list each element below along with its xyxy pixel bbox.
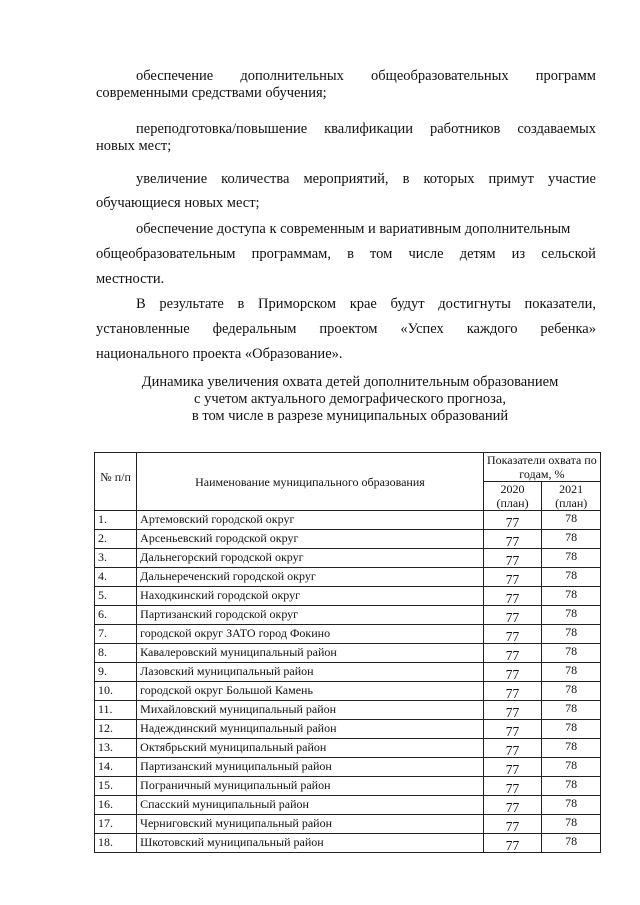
value-2020 xyxy=(483,720,542,739)
table-row xyxy=(95,511,601,530)
value-2021-text: 78 xyxy=(565,643,578,658)
municipality-name: Находкинский городской округ xyxy=(137,587,484,606)
value-2020 xyxy=(483,568,542,587)
word: проектом xyxy=(319,321,378,337)
municipality-name: Артемовский городской округ xyxy=(137,511,484,530)
value-2020 xyxy=(483,663,542,682)
value-2021 xyxy=(542,625,601,644)
value-2021 xyxy=(542,587,601,606)
table-row xyxy=(95,834,601,853)
paragraph-line xyxy=(96,138,596,155)
value-2021-text: 78 xyxy=(565,681,578,696)
row-number: 8. xyxy=(95,644,137,663)
word: мероприятий, xyxy=(303,171,389,187)
paragraph-line xyxy=(96,296,596,313)
word: создаваемых xyxy=(517,121,596,137)
row-number: 7. xyxy=(95,625,137,644)
caption-line: с учетом актуального демографического прогноза, xyxy=(194,391,506,407)
word: общеобразовательных xyxy=(371,68,509,84)
value-2020 xyxy=(483,796,542,815)
table-row xyxy=(95,568,601,587)
table-row xyxy=(95,606,601,625)
row-number: 6. xyxy=(95,606,137,625)
row-number: 1. xyxy=(95,511,137,530)
paragraph-5 xyxy=(96,296,596,363)
value-2020 xyxy=(483,682,542,701)
word: сельской xyxy=(541,246,596,262)
word: «Успех xyxy=(400,321,444,337)
value-2020 xyxy=(483,530,542,549)
paragraph-line xyxy=(96,321,596,338)
word: федеральным xyxy=(212,321,297,337)
header-num: № п/п xyxy=(95,453,137,511)
word: детям xyxy=(459,246,496,262)
row-number: 17. xyxy=(95,815,137,834)
paragraph-line xyxy=(96,85,596,102)
value-2020-text: 77 xyxy=(505,686,520,701)
value-2020-text: 77 xyxy=(505,838,520,853)
row-number: 3. xyxy=(95,549,137,568)
value-2020-text: 77 xyxy=(505,515,520,530)
value-2020 xyxy=(483,549,542,568)
value-2020 xyxy=(483,606,542,625)
row-number: 2. xyxy=(95,530,137,549)
table-row xyxy=(95,796,601,815)
value-2021 xyxy=(542,758,601,777)
value-2020-text: 77 xyxy=(505,591,520,606)
value-2021 xyxy=(542,644,601,663)
value-2021 xyxy=(542,796,601,815)
value-2021-text: 78 xyxy=(565,814,578,829)
table-body xyxy=(95,511,601,853)
word: общеобразовательным xyxy=(96,246,236,262)
value-2021 xyxy=(542,815,601,834)
value-2021-text: 78 xyxy=(565,605,578,620)
value-2021 xyxy=(542,720,601,739)
text-run: современными средствами обучения; xyxy=(96,85,327,101)
paragraph-1 xyxy=(96,68,596,102)
value-2020-text: 77 xyxy=(505,553,520,568)
word: каждого xyxy=(466,321,518,337)
value-2020 xyxy=(483,758,542,777)
municipality-name: Дальнегорский городской округ xyxy=(137,549,484,568)
paragraph-line xyxy=(96,271,596,288)
row-number: 15. xyxy=(95,777,137,796)
municipality-name: Пограничный муниципальный район xyxy=(137,777,484,796)
municipality-name: Партизанский городской округ xyxy=(137,606,484,625)
municipality-name: Октябрьский муниципальный район xyxy=(137,739,484,758)
header-name: Наименование муниципального образования xyxy=(137,453,484,511)
word: программ xyxy=(535,68,596,84)
value-2021-text: 78 xyxy=(565,567,578,582)
paragraph-line xyxy=(96,221,596,238)
table-row xyxy=(95,701,601,720)
text-run: обеспечение доступа к современным и вариативным дополнительным xyxy=(136,221,571,237)
municipality-name: Арсеньевский городской округ xyxy=(137,530,484,549)
table-row xyxy=(95,758,601,777)
word: количества xyxy=(221,171,290,187)
municipality-name: Михайловский муниципальный район xyxy=(137,701,484,720)
word: примут xyxy=(488,171,535,187)
text-run: новых мест; xyxy=(96,138,172,154)
row-number: 14. xyxy=(95,758,137,777)
caption-line: в том числе в разрезе муниципальных образований xyxy=(191,408,509,424)
row-number: 12. xyxy=(95,720,137,739)
value-2021-text: 78 xyxy=(565,776,578,791)
municipality-name: Партизанский муниципальный район xyxy=(137,758,484,777)
value-2020-text: 77 xyxy=(505,648,520,663)
row-number: 5. xyxy=(95,587,137,606)
value-2020 xyxy=(483,587,542,606)
row-number: 4. xyxy=(95,568,137,587)
value-2020-text: 77 xyxy=(505,762,520,777)
paragraph-2 xyxy=(96,121,596,155)
municipality-name: Надеждинский муниципальный район xyxy=(137,720,484,739)
row-number: 11. xyxy=(95,701,137,720)
value-2021 xyxy=(542,530,601,549)
word: переподготовка/повышение xyxy=(136,121,308,137)
word: достигнуты xyxy=(438,296,511,312)
value-2021 xyxy=(542,739,601,758)
value-2020-text: 77 xyxy=(505,724,520,739)
value-2020-text: 77 xyxy=(505,572,520,587)
table-header-row xyxy=(95,453,601,482)
value-2020-text: 77 xyxy=(505,781,520,796)
municipality-name: Дальнереченский городской округ xyxy=(137,568,484,587)
table-row xyxy=(95,644,601,663)
row-number: 9. xyxy=(95,663,137,682)
table-row xyxy=(95,549,601,568)
value-2020-text: 77 xyxy=(505,667,520,682)
value-2020 xyxy=(483,701,542,720)
value-2021 xyxy=(542,777,601,796)
value-2020-text: 77 xyxy=(505,705,520,720)
word: В xyxy=(136,296,146,312)
table-row xyxy=(95,530,601,549)
value-2020 xyxy=(483,815,542,834)
value-2021 xyxy=(542,834,601,853)
paragraph-line xyxy=(96,195,596,212)
word: показатели, xyxy=(524,296,596,312)
value-2021 xyxy=(542,511,601,530)
coverage-table xyxy=(94,452,601,853)
table-row xyxy=(95,720,601,739)
word: работников xyxy=(430,121,501,137)
paragraph-line xyxy=(96,68,596,85)
paragraph-line xyxy=(96,246,596,263)
header-2020: 2020 (план) xyxy=(483,482,542,511)
row-number: 16. xyxy=(95,796,137,815)
value-2021-text: 78 xyxy=(565,795,578,810)
word: программам, xyxy=(251,246,331,262)
table-row xyxy=(95,777,601,796)
word: будут xyxy=(390,296,425,312)
municipality-name: Шкотовский муниципальный район xyxy=(137,834,484,853)
value-2020-text: 77 xyxy=(505,629,520,644)
municipality-name: Черниговский муниципальный район xyxy=(137,815,484,834)
word: в xyxy=(237,296,245,312)
paragraph-line xyxy=(96,121,596,138)
value-2021 xyxy=(542,568,601,587)
value-2020-text: 77 xyxy=(505,610,520,625)
paragraph-3 xyxy=(96,171,596,212)
word: Приморском xyxy=(258,296,337,312)
row-number: 13. xyxy=(95,739,137,758)
word: в xyxy=(347,246,354,262)
value-2021-text: 78 xyxy=(565,719,578,734)
table-row xyxy=(95,587,601,606)
value-2021-text: 78 xyxy=(565,510,578,525)
word: из xyxy=(511,246,526,262)
value-2020 xyxy=(483,777,542,796)
value-2020-text: 77 xyxy=(505,534,520,549)
table-row xyxy=(95,815,601,834)
word: участие xyxy=(548,171,596,187)
municipality-name: Лазовский муниципальный район xyxy=(137,663,484,682)
value-2020 xyxy=(483,511,542,530)
municipality-name: городской округ ЗАТО город Фокино xyxy=(137,625,484,644)
text-run: национального проекта «Образование». xyxy=(96,346,343,362)
word: том xyxy=(370,246,393,262)
word: крае xyxy=(349,296,377,312)
table-caption xyxy=(60,374,640,425)
row-number: 10. xyxy=(95,682,137,701)
table-row xyxy=(95,625,601,644)
value-2020-text: 77 xyxy=(505,800,520,815)
header-2021: 2021 (план) xyxy=(542,482,601,511)
municipality-name: Спасский муниципальный район xyxy=(137,796,484,815)
value-2021-text: 78 xyxy=(565,833,578,848)
value-2021 xyxy=(542,606,601,625)
table-row xyxy=(95,739,601,758)
value-2020-text: 77 xyxy=(505,743,520,758)
value-2021 xyxy=(542,682,601,701)
value-2021 xyxy=(542,549,601,568)
value-2020 xyxy=(483,739,542,758)
paragraph-line xyxy=(96,346,596,363)
word: дополнительных xyxy=(240,68,344,84)
paragraph-line xyxy=(96,171,596,188)
value-2021-text: 78 xyxy=(565,624,578,639)
word: в xyxy=(402,171,410,187)
value-2020 xyxy=(483,834,542,853)
value-2021-text: 78 xyxy=(565,548,578,563)
value-2021 xyxy=(542,663,601,682)
municipality-name: Кавалеровский муниципальный район xyxy=(137,644,484,663)
value-2021-text: 78 xyxy=(565,586,578,601)
value-2021-text: 78 xyxy=(565,757,578,772)
caption-line: Динамика увеличения охвата детей дополнительным образованием xyxy=(141,374,559,390)
row-number: 18. xyxy=(95,834,137,853)
word: ребенка» xyxy=(540,321,596,337)
value-2020-text: 77 xyxy=(505,819,520,834)
word: обеспечение xyxy=(136,68,214,84)
value-2021 xyxy=(542,701,601,720)
word: установленные xyxy=(96,321,190,337)
value-2020 xyxy=(483,625,542,644)
value-2021-text: 78 xyxy=(565,700,578,715)
text-run: обучающиеся новых мест; xyxy=(96,195,260,211)
header-indicators: Показатели охвата по годам, % xyxy=(483,453,600,482)
word: квалификации xyxy=(324,121,414,137)
value-2020 xyxy=(483,644,542,663)
table-row xyxy=(95,682,601,701)
value-2021-text: 78 xyxy=(565,662,578,677)
word: числе xyxy=(408,246,444,262)
table-row xyxy=(95,663,601,682)
word: которых xyxy=(423,171,475,187)
value-2021-text: 78 xyxy=(565,738,578,753)
paragraph-4 xyxy=(96,221,596,288)
word: увеличение xyxy=(136,171,208,187)
word: результате xyxy=(159,296,224,312)
value-2021-text: 78 xyxy=(565,529,578,544)
municipality-name: городской округ Большой Камень xyxy=(137,682,484,701)
text-run: местности. xyxy=(96,271,165,287)
